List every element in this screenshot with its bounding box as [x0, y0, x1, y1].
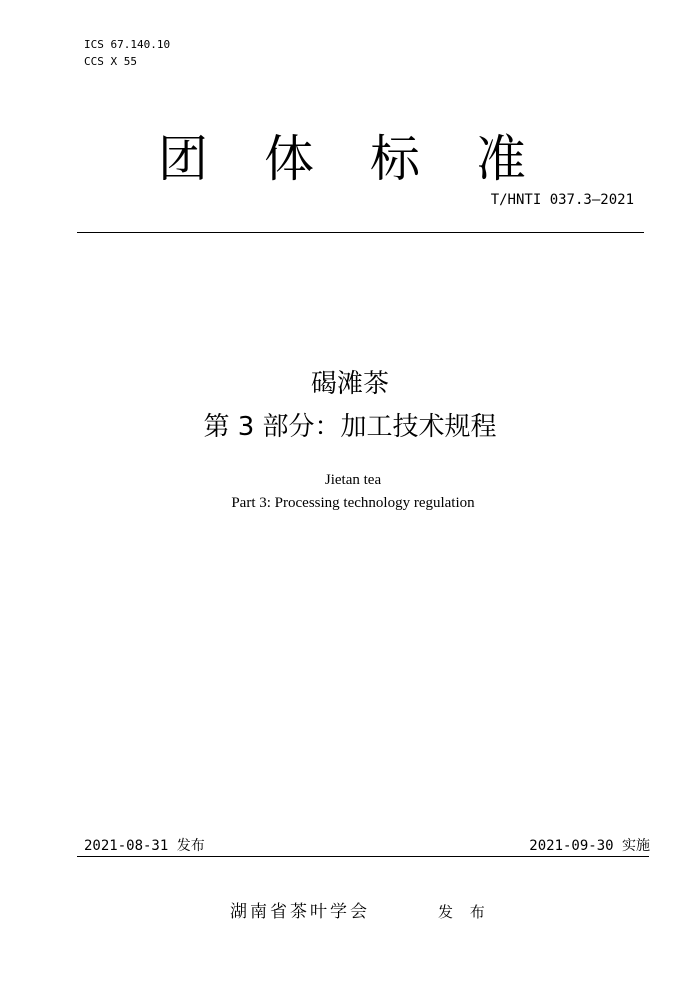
standard-type-title: 团体标准	[158, 130, 582, 188]
ics-code: ICS 67.140.10	[84, 38, 171, 51]
footer-divider	[77, 856, 649, 857]
implementation-date: 2021-09-30 实施	[529, 838, 650, 854]
standard-number: T/HNTI 037.3—2021	[490, 192, 634, 208]
header-divider	[77, 232, 644, 233]
english-title-line-1: Jietan tea	[324, 472, 382, 488]
ccs-code: CCS X 55	[84, 55, 137, 68]
chinese-title-line-1: 碣滩茶	[310, 369, 389, 399]
chinese-title-line-2: 第 3 部分：加工技术规程	[203, 412, 497, 442]
publisher-name: 湖南省茶叶学会	[230, 902, 370, 922]
publish-label: 发 布	[438, 903, 491, 921]
issue-date: 2021-08-31 发布	[84, 838, 205, 854]
english-title-line-2: Part 3: Processing technology regulation	[231, 495, 475, 511]
